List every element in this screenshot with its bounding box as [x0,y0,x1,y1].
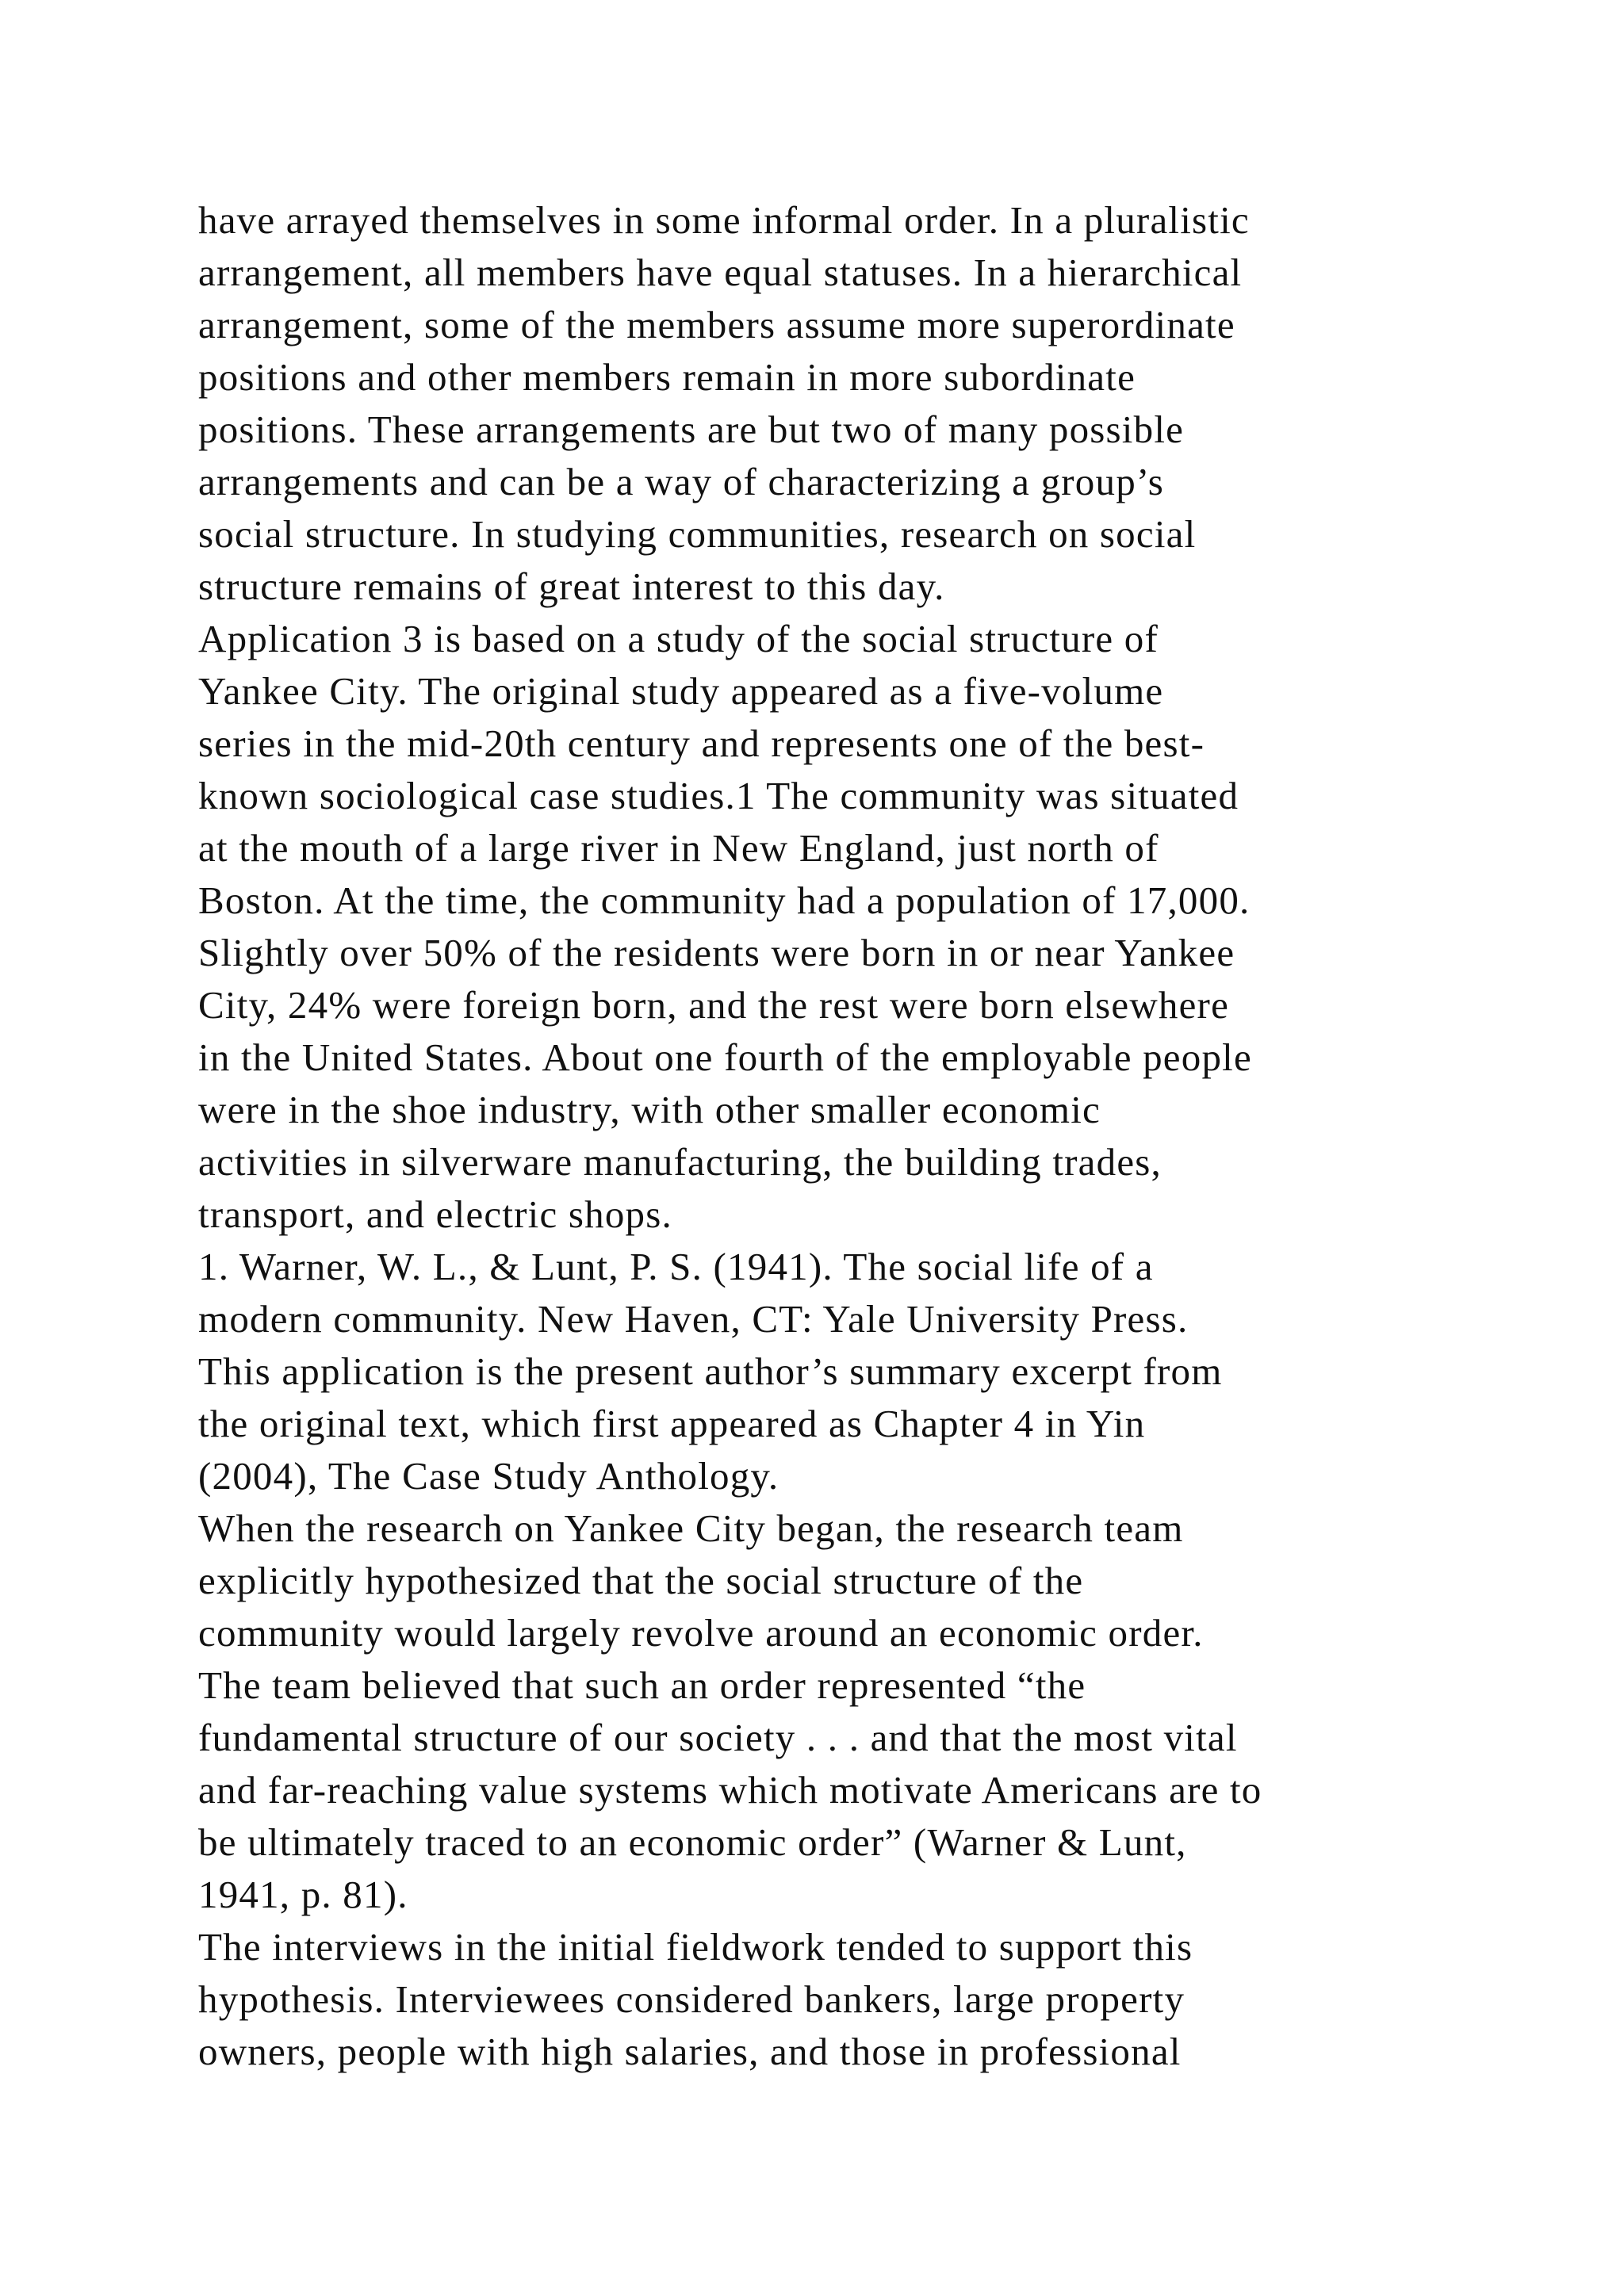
text-line: The interviews in the initial fieldwork tended to support this [198,1925,1193,1969]
text-line: When the research on Yankee City began, the research team [198,1506,1184,1550]
text-line: positions. These arrangements are but two of many possible [198,408,1185,451]
text-line: series in the mid-20th century and represents one of the best- [198,721,1205,765]
text-line: have arrayed themselves in some informal order. In a pluralistic [198,198,1250,242]
text-line: community would largely revolve around an economic order. [198,1611,1204,1655]
text-line: structure remains of great interest to this day. [198,564,945,608]
text-line: Slightly over 50% of the residents were born in or near Yankee [198,931,1235,974]
text-line: positions and other members remain in more subordinate [198,355,1136,399]
text-line: This application is the present author’s summary excerpt from [198,1349,1223,1393]
text-line: and far-reaching value systems which motivate Americans are to [198,1768,1262,1812]
text-line: City, 24% were foreign born, and the rest were born elsewhere [198,983,1230,1027]
text-line: known sociological case studies.1 The community was situated [198,774,1239,817]
text-line: (2004), The Case Study Anthology. [198,1454,779,1498]
footnote-line: 1. Warner, W. L., & Lunt, P. S. (1941). The social life of a [198,1245,1154,1288]
text-line: social structure. In studying communities, research on social [198,512,1197,556]
text-line: arrangement, all members have equal statuses. In a hierarchical [198,251,1243,294]
text-line: arrangements and can be a way of characterizing a group’s [198,460,1164,503]
text-line: were in the shoe industry, with other smaller economic [198,1088,1101,1131]
text-line: 1941, p. 81). [198,1873,408,1916]
text-line: Application 3 is based on a study of the social structure of [198,617,1159,660]
text-line: explicitly hypothesized that the social structure of the [198,1559,1084,1602]
text-line: The team believed that such an order represented “the [198,1663,1086,1707]
text-line: in the United States. About one fourth of the employable people [198,1035,1252,1079]
document-page [198,194,1507,2078]
text-line: the original text, which first appeared as Chapter 4 in Yin [198,1402,1146,1445]
footnote-line: modern community. New Haven, CT: Yale University Press. [198,1297,1189,1341]
text-line: arrangement, some of the members assume more superordinate [198,303,1235,346]
text-line: transport, and electric shops. [198,1192,672,1236]
text-line: at the mouth of a large river in New England, just north of [198,826,1159,870]
text-line: owners, people with high salaries, and those in professional [198,2030,1182,2073]
text-line: Yankee City. The original study appeared as a five-volume [198,669,1164,713]
text-line: Boston. At the time, the community had a population of 17,000. [198,878,1251,922]
text-line: hypothesis. Interviewees considered bankers, large property [198,1977,1185,2021]
text-line: be ultimately traced to an economic order” (Warner & Lunt, [198,1820,1187,1864]
text-line: fundamental structure of our society . . . and that the most vital [198,1716,1238,1759]
text-line: activities in silverware manufacturing, the building trades, [198,1140,1162,1184]
